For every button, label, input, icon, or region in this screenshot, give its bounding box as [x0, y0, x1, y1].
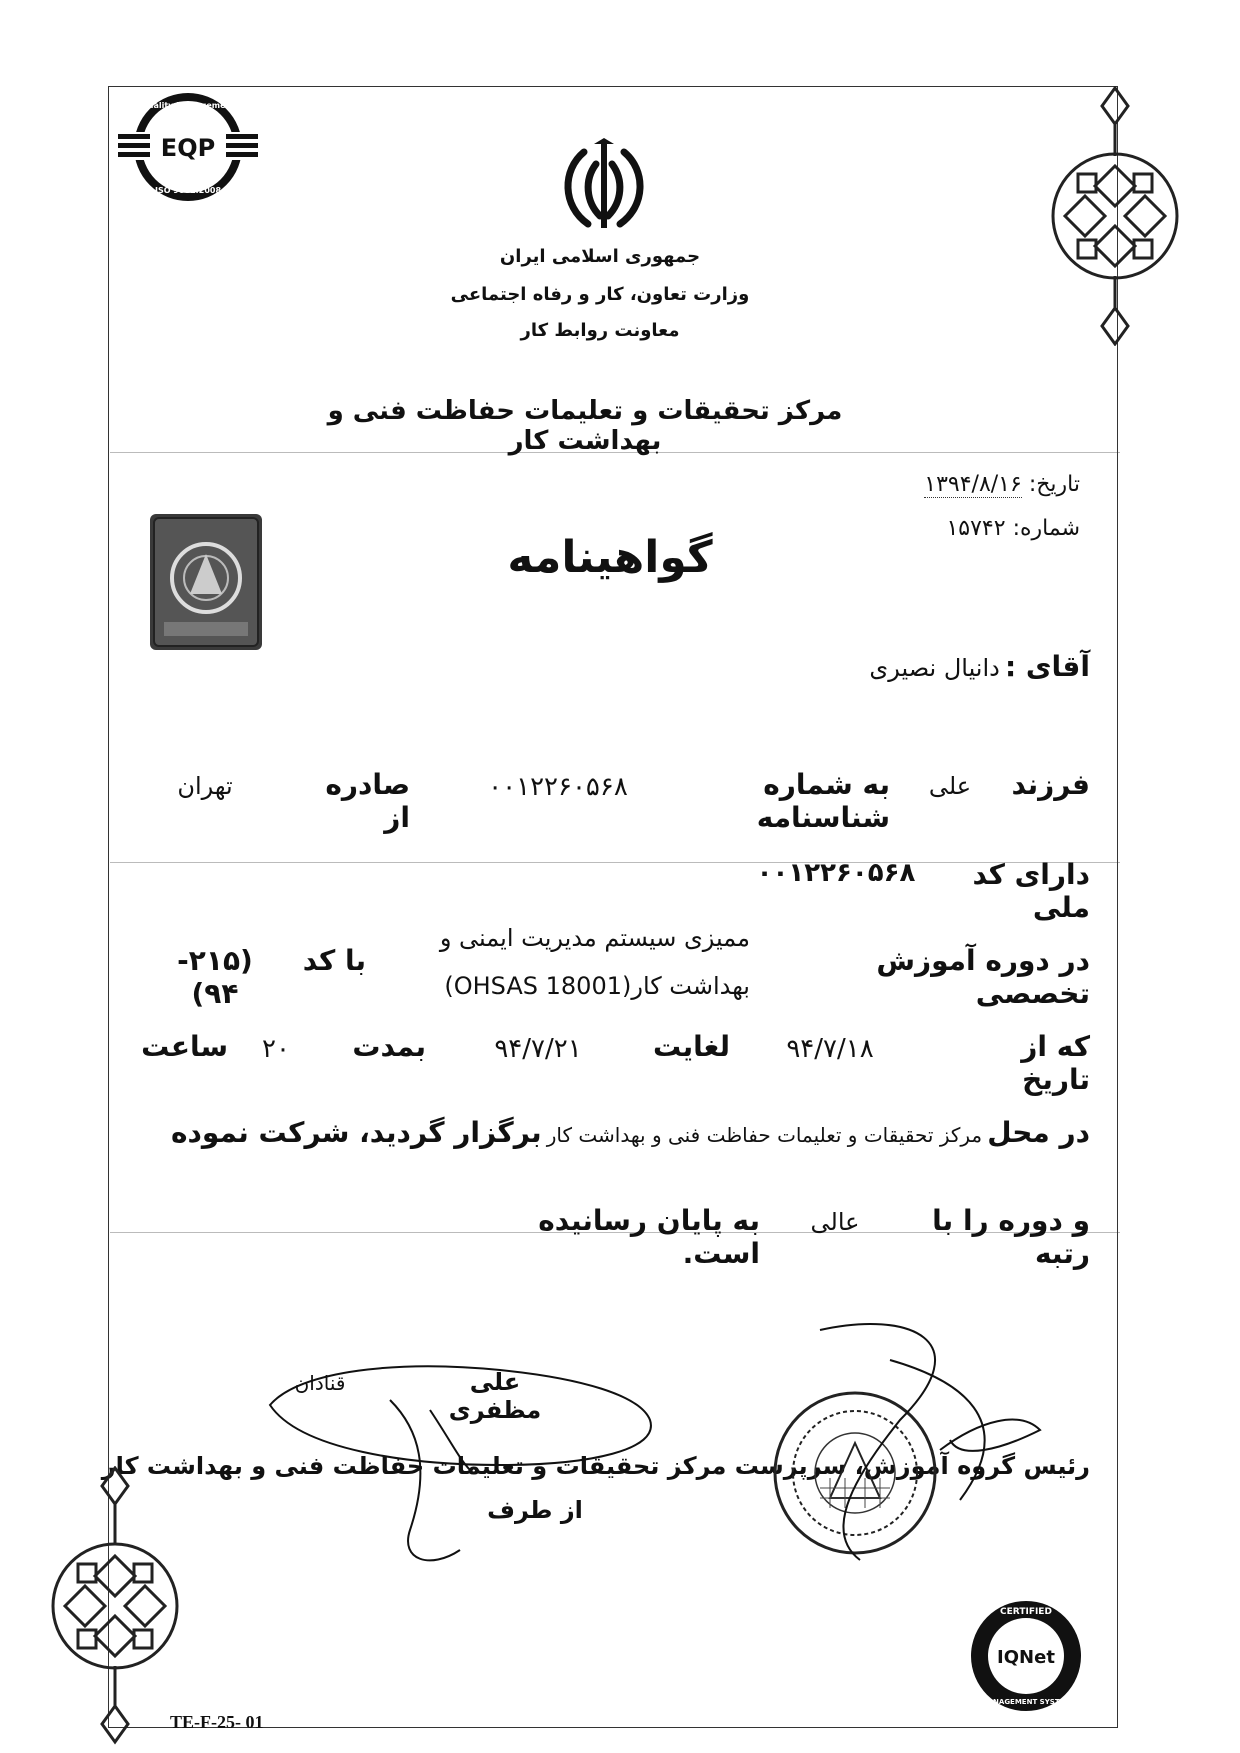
held-text: برگزار گردید، شرکت نموده — [171, 1116, 542, 1149]
header-line-3: معاونت روابط کار — [520, 320, 680, 341]
handwritten-name: قنادان — [294, 1371, 346, 1395]
duration-value: ۲۰ — [262, 1034, 290, 1064]
ornament-top-right — [1030, 86, 1200, 346]
place-row — [150, 1116, 1090, 1149]
id-number: ۰۰۱۲۲۶۰۵۶۸ — [488, 772, 628, 802]
iso-center-text: EQP — [160, 134, 216, 162]
signer-title: رئیس گروه آموزش، سرپرست مرکز تحقیقات و تعلیمات حفاظت فنی و بهداشت کار — [101, 1452, 1090, 1480]
date-label: تاریخ: — [1028, 472, 1080, 497]
iqnet-center-text: IQNet — [997, 1647, 1055, 1668]
place-value: مرکز تحقیقات و تعلیمات حفاظت فنی و بهداشت کار — [546, 1123, 983, 1147]
code-label: با کد — [302, 944, 366, 977]
iso-badge-logo — [118, 92, 258, 202]
hologram-sticker — [150, 514, 262, 650]
national-code: ۰۰۱۲۲۶۰۵۶۸ — [756, 858, 916, 888]
date-row — [860, 472, 1080, 497]
rank-label: و دوره را با رتبه — [932, 1204, 1090, 1270]
course-name-line2: بهداشت کار(OHSAS 18001) — [444, 972, 750, 1000]
iso-top-text: Quality Management — [140, 101, 236, 110]
course-name-line1: ممیزی سیستم مدیریت ایمنی و — [439, 924, 750, 952]
mr-label: آقای : — [1004, 650, 1090, 683]
course-label: در دوره آموزش تخصصی — [876, 944, 1090, 1010]
id-label: به شماره شناسنامه — [756, 768, 890, 834]
end-text: به پایان رسانیده است. — [538, 1204, 760, 1270]
father-name: علی — [928, 772, 972, 800]
to-label: لغایت — [653, 1030, 730, 1063]
to-date: ۹۴/۷/۲۱ — [494, 1034, 582, 1064]
signature-strokes — [260, 1300, 1080, 1580]
number-value: ۱۵۷۴۲ — [946, 516, 1006, 541]
certificate-title: گواهینامه — [507, 532, 713, 583]
iqnet-bottom-text: MANAGEMENT SYSTEM — [980, 1698, 1072, 1706]
form-code: TE-F-25- 01 — [170, 1712, 264, 1732]
on-behalf-text: از طرف — [487, 1496, 583, 1524]
number-row — [860, 516, 1080, 541]
iso-bottom-text: ISO 9001:2008 — [154, 186, 222, 195]
date-value: ۱۳۹۴/۸/۱۶ — [924, 472, 1022, 497]
issued-label: صادره از — [325, 768, 410, 834]
child-label: فرزند — [1011, 768, 1090, 801]
iran-emblem — [554, 138, 654, 234]
duration-label: بمدت — [352, 1030, 426, 1063]
header-line-1: جمهوری اسلامی ایران — [499, 246, 701, 267]
from-label: که از تاریخ — [1021, 1030, 1090, 1096]
national-label: دارای کد ملی — [972, 858, 1090, 924]
number-label: شماره: — [1012, 516, 1080, 541]
iqnet-arc-text: CERTIFIED — [1000, 1607, 1052, 1617]
issued-city: تهران — [177, 772, 233, 800]
place-label: در محل — [987, 1116, 1090, 1149]
iqnet-logo — [968, 1598, 1084, 1714]
ornament-bottom-left — [30, 1466, 200, 1746]
rank-value: عالی — [810, 1208, 860, 1236]
center-name: مرکز تحقیقات و تعلیمات حفاظت فنی و بهداشت کار — [327, 396, 843, 456]
header-line-2: وزارت تعاون، کار و رفاه اجتماعی — [450, 284, 750, 305]
holder-name: دانیال نصیری — [869, 654, 1000, 682]
course-code: (۲۱۵- ۹۴) — [177, 944, 253, 1010]
hours-label: ساعت — [141, 1030, 228, 1063]
signer-name: علی مظفری — [448, 1368, 542, 1424]
from-date: ۹۴/۷/۱۸ — [786, 1034, 874, 1064]
name-row — [700, 650, 1090, 683]
